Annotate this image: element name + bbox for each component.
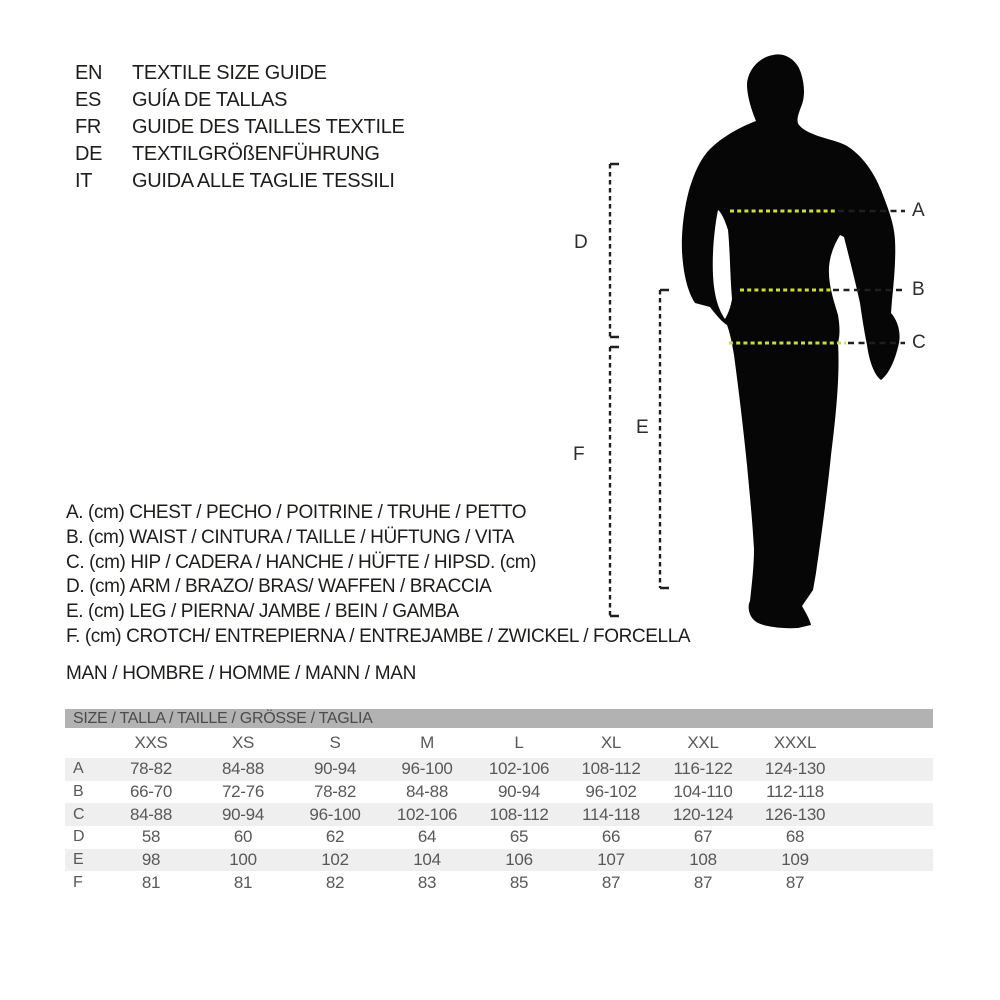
table-cell: 85 [509, 872, 529, 892]
table-cell: 90-94 [314, 759, 356, 779]
marker-label-waist: B [912, 279, 925, 300]
col-header-xxl: XXL [687, 733, 719, 752]
table-cell: 83 [417, 872, 437, 892]
legend-arm: D. (cm) ARM / BRAZO/ BRAS/ WAFFEN / BRACCIA [66, 576, 492, 598]
table-cell: 102-106 [488, 759, 550, 779]
table-cell: 120-124 [672, 804, 734, 824]
row-label: A [73, 760, 84, 778]
table-cell: 106 [505, 850, 533, 870]
measurement-legend [66, 501, 690, 650]
language-title: GUIDA ALLE TAGLIE TESSILI [132, 170, 395, 192]
col-header-xl: XL [600, 733, 622, 752]
table-cell: 102-106 [396, 804, 458, 824]
table-cell: 62 [325, 827, 345, 847]
table-cell: 114-118 [582, 804, 640, 824]
man-silhouette [682, 54, 900, 628]
language-row [75, 114, 405, 141]
table-cell: 87 [601, 872, 621, 892]
table-cell: 87 [693, 872, 713, 892]
table-cell: 108-112 [581, 759, 641, 779]
table-cell: 81 [233, 872, 253, 892]
table-cell: 108-112 [489, 804, 549, 824]
table-cell: 108 [689, 850, 717, 870]
table-cell: 102 [321, 850, 349, 870]
table-cell: 65 [509, 827, 529, 847]
table-cell: 104 [413, 850, 441, 870]
row-label: E [73, 851, 84, 869]
legend-leg: E. (cm) LEG / PIERNA/ JAMBE / BEIN / GAMBA [66, 601, 459, 623]
language-title: GUIDE DES TAILLES TEXTILE [132, 116, 405, 138]
size-table-header-row [65, 728, 933, 758]
table-cell: 66-70 [130, 782, 172, 802]
table-cell: 90-94 [222, 804, 264, 824]
table-cell: 100 [229, 850, 257, 870]
table-cell: 96-102 [585, 782, 637, 802]
table-cell: 96-100 [309, 804, 361, 824]
row-label: F [73, 873, 83, 891]
table-cell: 96-100 [401, 759, 453, 779]
table-cell: 72-76 [222, 782, 264, 802]
language-row [75, 60, 405, 87]
col-header-xxs: XXS [134, 733, 168, 752]
language-code: FR [75, 116, 102, 138]
table-cell: 67 [693, 827, 713, 847]
legend-chest: A. (cm) CHEST / PECHO / POITRINE / TRUHE / PETTO [66, 502, 527, 523]
table-cell: 109 [781, 850, 809, 870]
size-table-title: SIZE / TALLA / TAILLE / GRÖSSE / TAGLIA [65, 709, 933, 728]
marker-label-chest: A [912, 200, 925, 221]
table-cell: 107 [597, 850, 625, 870]
col-header-m: M [420, 733, 434, 752]
table-row [65, 781, 933, 804]
marker-label-leg: E [636, 417, 649, 438]
language-code: DE [75, 143, 103, 165]
table-cell: 84-88 [222, 759, 264, 779]
legend-crotch: F. (cm) CROTCH/ ENTREPIERNA / ENTREJAMBE / ZWICKEL / FORCELLA [66, 625, 691, 647]
size-table [65, 709, 933, 894]
table-cell: 60 [233, 827, 253, 847]
table-cell: 90-94 [498, 782, 540, 802]
language-row [75, 168, 405, 195]
legend-waist: B. (cm) WAIST / CINTURA / TAILLE / HÜFTUNG / VITA [66, 526, 515, 548]
language-row [75, 87, 405, 114]
table-cell: 84-88 [130, 804, 172, 824]
table-cell: 116-122 [673, 759, 733, 779]
table-cell: 78-82 [130, 759, 172, 779]
table-cell: 87 [785, 872, 805, 892]
language-code: IT [75, 170, 93, 192]
col-header-s: S [329, 733, 341, 752]
table-cell: 84-88 [406, 782, 448, 802]
marker-label-hip: C [912, 332, 926, 353]
table-cell: 58 [141, 827, 161, 847]
table-cell: 81 [141, 872, 161, 892]
table-row [65, 849, 933, 872]
table-row [65, 758, 933, 781]
language-code: EN [75, 62, 103, 84]
col-header-xs: XS [231, 733, 255, 752]
language-list [75, 60, 405, 195]
table-cell: 124-130 [764, 759, 826, 779]
table-row [65, 871, 933, 894]
language-row [75, 141, 405, 168]
table-cell: 104-110 [673, 782, 733, 802]
language-title: TEXTILE SIZE GUIDE [132, 62, 327, 84]
row-label: D [73, 828, 85, 846]
table-cell: 78-82 [314, 782, 356, 802]
table-cell: 66 [601, 827, 621, 847]
language-title: GUÍA DE TALLAS [132, 89, 288, 111]
row-label: B [73, 783, 84, 801]
marker-label-arm: D [574, 232, 588, 253]
col-header-xxxl: XXXL [773, 733, 817, 752]
row-label: C [73, 805, 85, 823]
table-cell: 112-118 [766, 782, 824, 802]
category-line: MAN / HOMBRE / HOMME / MANN / MAN [66, 663, 417, 684]
marker-label-crotch: F [573, 444, 585, 465]
table-cell: 98 [141, 850, 161, 870]
table-row [65, 826, 933, 849]
table-cell: 68 [785, 827, 805, 847]
table-cell: 64 [417, 827, 437, 847]
col-header-l: L [514, 733, 524, 752]
table-cell: 126-130 [764, 804, 826, 824]
language-title: TEXTILGRÖßENFÜHRUNG [132, 143, 380, 165]
table-cell: 82 [325, 872, 345, 892]
language-code: ES [75, 89, 102, 111]
table-row [65, 803, 933, 826]
legend-hip: C. (cm) HIP / CADERA / HANCHE / HÜFTE / HIPSD. (cm) [66, 551, 537, 573]
